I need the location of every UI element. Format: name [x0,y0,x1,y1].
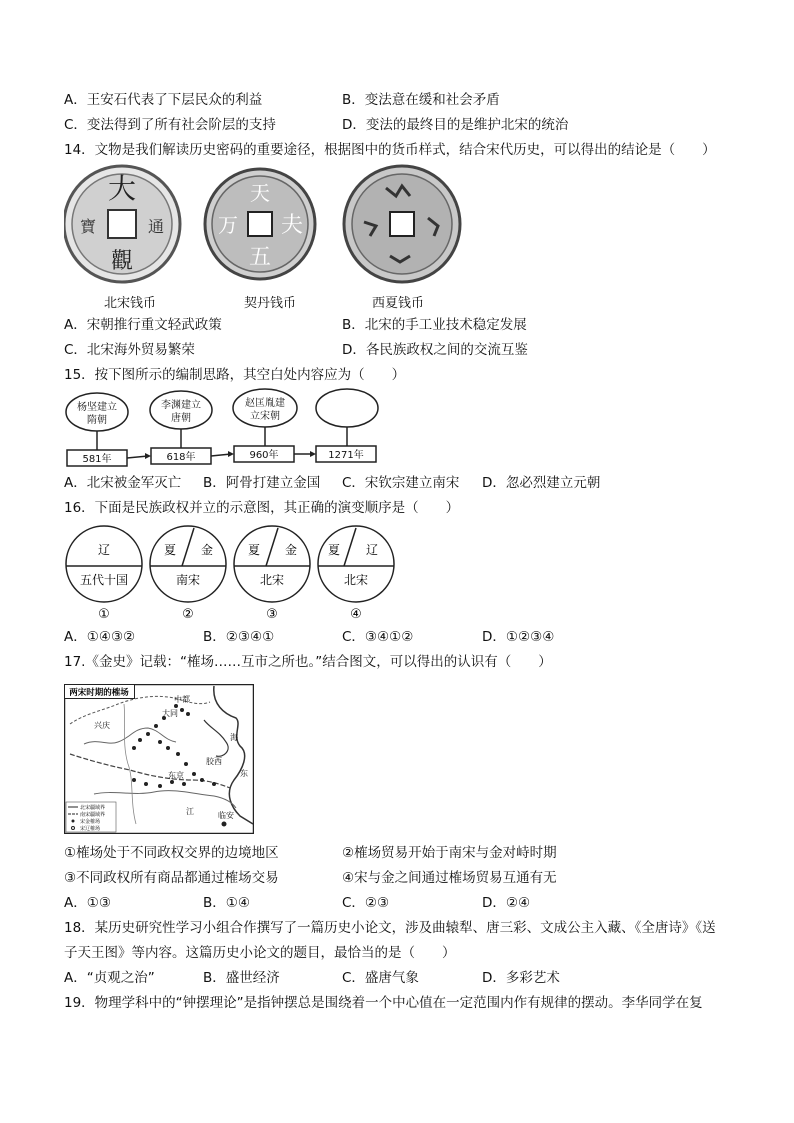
regime-circle-3 [234,526,310,622]
q17-statement-3: ③不同政权所有商品都通过榷场交易 [64,870,279,886]
svg-text:辽: 辽 [97,543,111,557]
regime-circle-4 [318,526,394,622]
svg-text:北宋疆域界: 北宋疆域界 [80,805,106,811]
q17-statement-4: ④宋与金之间通过榷场贸易互通有无 [342,870,557,886]
q15-option-d: D．忽必烈建立元朝 [482,475,601,491]
coin-label-western-xia: 西夏钱币 [372,296,425,311]
svg-text:北宋: 北宋 [259,573,285,587]
coin-label-khitan: 契丹钱币 [244,296,297,311]
svg-text:通: 通 [147,217,165,236]
q18-option-a: A．“贞观之治” [64,970,155,986]
svg-text:东京: 东京 [168,771,184,780]
khitan-coin [205,169,315,279]
svg-text:金: 金 [284,543,298,557]
q17-option-d: D．②④ [482,895,531,911]
q18-option-d: D．多彩艺术 [482,970,560,986]
q16-option-b: B．②③④① [203,629,275,645]
q17-option-c: C．②③ [342,895,390,911]
svg-text:寶: 寶 [79,217,97,236]
svg-text:大: 大 [107,172,137,205]
svg-text:赵匡胤建: 赵匡胤建 [245,398,285,409]
svg-text:③: ③ [266,607,278,622]
q14-option-a: A．宋朝推行重文轻武政策 [64,317,222,333]
svg-text:五: 五 [248,245,272,270]
svg-text:两宋时期的榷场: 两宋时期的榷场 [69,688,129,698]
svg-text:杨坚建立: 杨坚建立 [77,402,117,413]
q16-option-a: A．①④③② [64,629,136,645]
northern-song-coin [64,166,180,282]
q15-stem: 15．按下图所示的编制思路，其空白处内容应为（ ） [64,367,406,383]
svg-text:兴庆: 兴庆 [94,721,110,730]
svg-text:④: ④ [350,607,362,622]
q19-stem-line1: 19．物理学科中的“钟摆理论”是指钟摆总是围绕着一个中心值在一定范围内作有规律的摆动。李华同学在复 [64,995,703,1011]
q14-stem: 14．文物是我们解读历史密码的重要途径，根据图中的货币样式，结合宋代历史，可以得出的结论是（ ） [64,142,716,158]
svg-text:金: 金 [200,543,214,557]
svg-text:天: 天 [250,181,270,205]
q15-option-b: B．阿骨打建立金国 [203,475,321,491]
svg-text:大同: 大同 [162,709,178,718]
q17-statement-1: ①榷场处于不同政权交界的边境地区 [64,845,279,861]
q17-option-b: B．①④ [203,895,250,911]
svg-text:北宋: 北宋 [343,573,369,587]
svg-text:宋金榷场: 宋金榷场 [80,819,101,825]
svg-text:江: 江 [186,807,194,816]
q17-option-a: A．①③ [64,895,111,911]
q13-option-c: C．变法得到了所有社会阶层的支持 [64,117,276,133]
q16-option-d: D．①②③④ [482,629,555,645]
svg-text:夫: 夫 [280,213,304,238]
q14-coins-figure [64,160,474,290]
q17-statement-2: ②榷场贸易开始于南宋与金对峙时期 [342,845,557,861]
q17-map-figure [64,684,254,834]
svg-text:南宋疆域界: 南宋疆域界 [80,812,106,818]
svg-text:夏: 夏 [327,543,341,557]
q16-regimes-figure [62,524,402,622]
svg-text:东: 东 [240,769,248,778]
svg-text:②: ② [182,607,194,622]
q13-option-b: B．变法意在缓和社会矛盾 [342,92,500,108]
svg-text:夏: 夏 [163,543,177,557]
svg-text:618年: 618年 [166,452,196,463]
q15-option-c: C．宋钦宗建立南宋 [342,475,460,491]
svg-text:①: ① [98,607,110,622]
svg-text:中都: 中都 [174,695,190,704]
svg-text:立宋朝: 立宋朝 [250,411,280,422]
q17-stem: 17.《金史》记载：“榷场……互市之所也。”结合图文，可以得出的认识有（ ） [64,654,552,670]
svg-text:觀: 觀 [110,249,134,274]
svg-text:五代十国: 五代十国 [79,573,129,587]
svg-text:临安: 临安 [218,811,234,820]
q18-stem-line1: 18．某历史研究性学习小组合作撰写了一篇历史小论文，涉及曲辕犁、唐三彩、文成公主入藏、《全唐诗》《送 [64,920,716,936]
svg-text:1271年: 1271年 [328,450,364,461]
svg-text:李渊建立: 李渊建立 [161,400,201,411]
q18-stem-line2: 子天王图》等内容。这篇历史小论文的题目，最恰当的是（ ） [64,945,456,961]
map-legend [66,802,116,832]
regime-circle-1 [66,526,142,622]
svg-text:夏: 夏 [247,543,261,557]
svg-text:隋朝: 隋朝 [87,415,107,426]
western-xia-coin [344,166,460,282]
svg-text:581年: 581年 [82,454,112,465]
svg-text:海: 海 [230,733,238,742]
q15-option-a: A．北宋被金军灭亡 [64,475,182,491]
svg-text:南宋: 南宋 [175,573,201,587]
q14-option-b: B．北宋的手工业技术稳定发展 [342,317,527,333]
q16-stem: 16．下面是民族政权并立的示意图，其正确的演变顺序是（ ） [64,500,460,516]
q13-option-d: D．变法的最终目的是维护北宋的统治 [342,117,569,133]
q14-option-c: C．北宋海外贸易繁荣 [64,342,195,358]
svg-text:辽: 辽 [365,543,379,557]
q18-option-b: B．盛世经济 [203,970,280,986]
q16-option-c: C．③④①② [342,629,414,645]
svg-text:万: 万 [218,213,238,237]
q15-timeline-figure [62,388,392,468]
q13-option-a: A．王安石代表了下层民众的利益 [64,92,263,108]
q14-option-d: D．各民族政权之间的交流互鉴 [342,342,528,358]
regime-circle-2 [150,526,226,622]
svg-text:宋辽榷场: 宋辽榷场 [80,826,101,832]
coin-label-northern-song: 北宋钱币 [104,296,157,311]
q18-option-c: C．盛唐气象 [342,970,419,986]
svg-text:胶西: 胶西 [206,757,222,766]
svg-text:960年: 960年 [249,450,279,461]
svg-text:唐朝: 唐朝 [171,413,191,424]
